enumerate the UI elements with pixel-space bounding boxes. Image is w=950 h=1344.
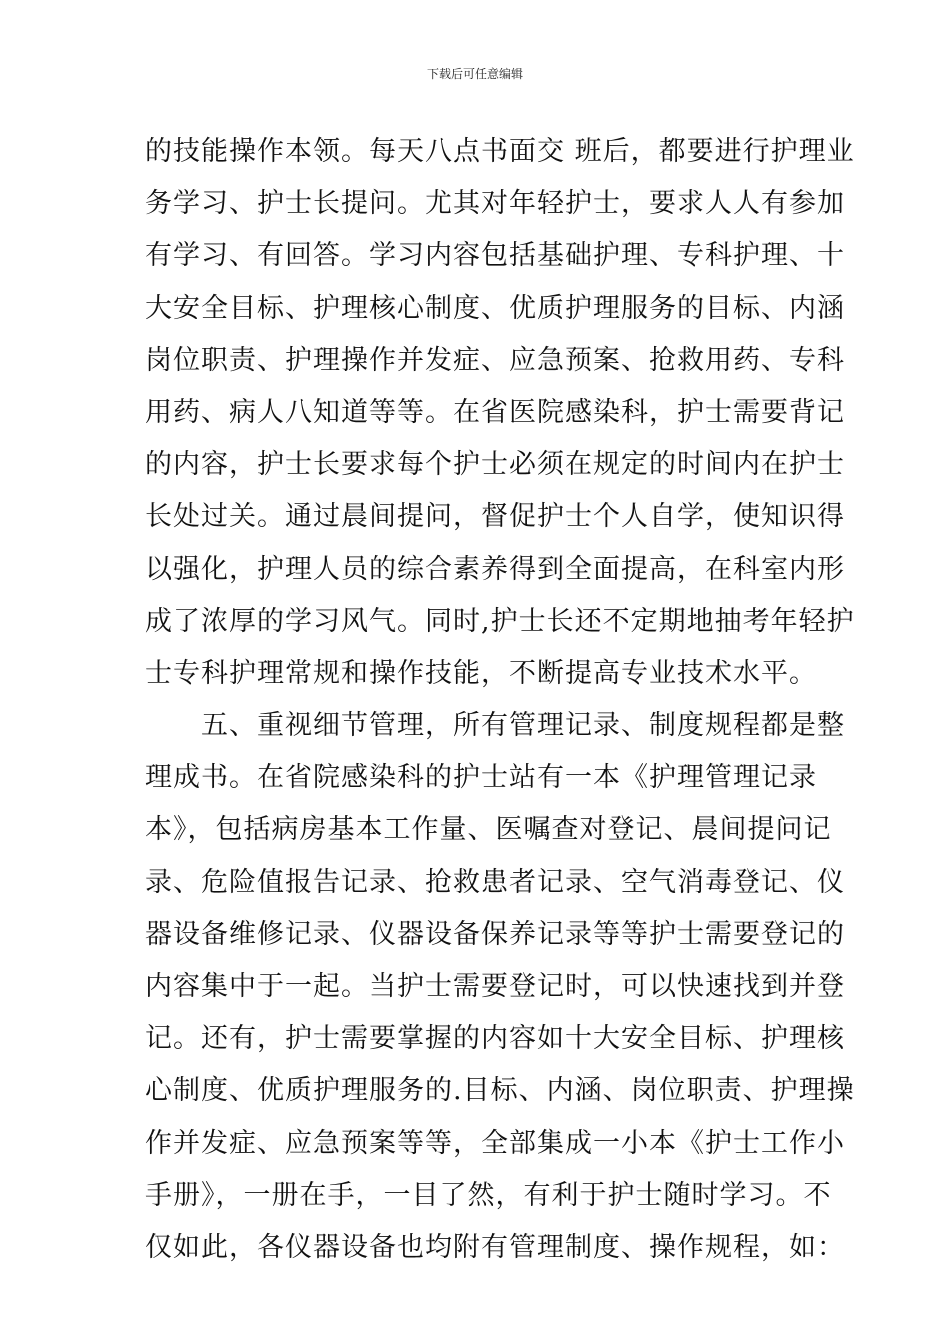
text-line: 有学习、有回答。学习内容包括基础护理、专科护理、十	[145, 240, 845, 272]
text-line: 成了浓厚的学习风气。同时,护士长还不定期地抽考年轻护	[145, 605, 855, 637]
text-line: 岗位职责、护理操作并发症、应急预案、抢救用药、专科	[145, 344, 845, 376]
text-line: 心制度、优质护理服务的.目标、内涵、岗位职责、护理操	[145, 1075, 855, 1107]
text-line: 内容集中于一起。当护士需要登记时，可以快速找到并登	[145, 971, 845, 1002]
text-line: 以强化，护理人员的综合素养得到全面提高，在科室内形	[145, 553, 845, 585]
text-line: 手册》，一册在手，一目了然，有利于护士随时学习。不	[145, 1179, 832, 1211]
text-line: 器设备维修记录、仪器设备保养记录等等护士需要登记的	[145, 918, 845, 950]
text-line: 的内容，护士长要求每个护士必须在规定的时间内在护士	[145, 449, 845, 481]
page-header-note: 下载后可任意编辑	[426, 67, 523, 81]
text-line: 务学习、护士长提问。尤其对年轻护士，要求人人有参加	[145, 188, 845, 220]
text-line: 用药、病人八知道等等。在省医院感染科，护士需要背记	[145, 396, 845, 428]
text-line: 记。还有，护士需要掌握的内容如十大安全目标、护理核	[145, 1023, 845, 1055]
text-line: 本》，包括病房基本工作量、医嘱查对登记、晨间提问记	[145, 814, 832, 846]
text-line: 大安全目标、护理核心制度、优质护理服务的目标、内涵	[145, 292, 845, 324]
text-line: 长处过关。通过晨间提问，督促护士个人自学，使知识得	[145, 501, 845, 533]
text-line: 录、危险值报告记录、抢救患者记录、空气消毒登记、仪	[145, 866, 845, 898]
text-line: 的技能操作本领。每天八点书面交 班后，都要进行护理业	[145, 136, 855, 167]
text-line: 五、重视细节管理，所有管理记录、制度规程都是整	[145, 710, 845, 742]
text-line: 士专科护理常规和操作技能，不断提高专业技术水平。	[145, 657, 817, 689]
body-text	[145, 130, 855, 1278]
text-line: 仅如此，各仪器设备也均附有管理制度、操作规程，如：	[145, 1231, 845, 1263]
text-line: 作并发症、应急预案等等，全部集成一小本《护士工作小	[145, 1127, 845, 1159]
text-line: 理成书。在省院感染科的护士站有一本《护理管理记录	[145, 762, 817, 794]
